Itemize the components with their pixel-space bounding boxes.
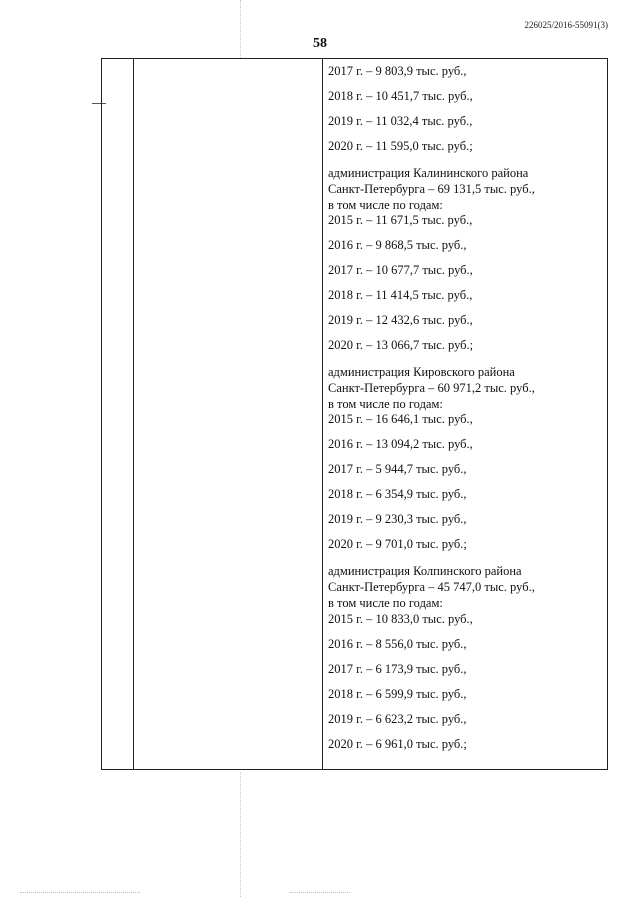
budget-table bbox=[101, 58, 608, 770]
document-id: 226025/2016-55091(3) bbox=[524, 20, 608, 30]
paragraph-line: в том числе по годам: bbox=[328, 397, 443, 411]
year-amount-line: 2017 г. – 9 803,9 тыс. руб., bbox=[328, 64, 467, 78]
year-amount-line: 2018 г. – 6 599,9 тыс. руб., bbox=[328, 687, 467, 701]
scan-artifact bbox=[290, 892, 350, 893]
year-amount-line: 2018 г. – 10 451,7 тыс. руб., bbox=[328, 89, 473, 103]
table-column-divider bbox=[133, 59, 134, 769]
paragraph-line: администрация Калининского района bbox=[328, 166, 529, 180]
year-amount-line: 2020 г. – 6 961,0 тыс. руб.; bbox=[328, 737, 467, 751]
year-amount-line: 2017 г. – 6 173,9 тыс. руб., bbox=[328, 662, 467, 676]
year-amount-line: 2020 г. – 13 066,7 тыс. руб.; bbox=[328, 338, 474, 352]
paragraph-line: администрация Колпинского района bbox=[328, 564, 522, 578]
paragraph-line: Санкт-Петербурга – 60 971,2 тыс. руб., bbox=[328, 381, 535, 395]
paragraph-line: Санкт-Петербурга – 45 747,0 тыс. руб., bbox=[328, 580, 535, 594]
paragraph-line: в том числе по годам: bbox=[328, 596, 443, 610]
administration-paragraph bbox=[328, 364, 535, 412]
year-amount-line: 2020 г. – 9 701,0 тыс. руб.; bbox=[328, 537, 467, 551]
year-amount-line: 2016 г. – 8 556,0 тыс. руб., bbox=[328, 637, 467, 651]
scan-artifact bbox=[20, 892, 140, 893]
administration-paragraph bbox=[328, 165, 535, 213]
year-amount-line: 2015 г. – 11 671,5 тыс. руб., bbox=[328, 213, 473, 227]
scan-artifact bbox=[240, 0, 241, 58]
paragraph-line: Санкт-Петербурга – 69 131,5 тыс. руб., bbox=[328, 182, 535, 196]
funding-details-cell bbox=[328, 59, 603, 769]
scan-artifact bbox=[240, 772, 241, 897]
year-amount-line: 2019 г. – 12 432,6 тыс. руб., bbox=[328, 313, 473, 327]
year-amount-line: 2019 г. – 6 623,2 тыс. руб., bbox=[328, 712, 467, 726]
table-column-divider bbox=[322, 59, 323, 769]
year-amount-line: 2020 г. – 11 595,0 тыс. руб.; bbox=[328, 139, 473, 153]
paragraph-line: администрация Кировского района bbox=[328, 365, 515, 379]
page-number: 58 bbox=[313, 36, 327, 51]
year-amount-line: 2017 г. – 10 677,7 тыс. руб., bbox=[328, 263, 473, 277]
year-amount-line: 2019 г. – 9 230,3 тыс. руб., bbox=[328, 512, 467, 526]
administration-paragraph bbox=[328, 563, 535, 611]
year-amount-line: 2016 г. – 13 094,2 тыс. руб., bbox=[328, 437, 473, 451]
year-amount-line: 2017 г. – 5 944,7 тыс. руб., bbox=[328, 462, 467, 476]
year-amount-line: 2018 г. – 6 354,9 тыс. руб., bbox=[328, 487, 467, 501]
year-amount-line: 2018 г. – 11 414,5 тыс. руб., bbox=[328, 288, 473, 302]
year-amount-line: 2016 г. – 9 868,5 тыс. руб., bbox=[328, 238, 467, 252]
paragraph-line: в том числе по годам: bbox=[328, 198, 443, 212]
year-amount-line: 2015 г. – 10 833,0 тыс. руб., bbox=[328, 612, 473, 626]
year-amount-line: 2015 г. – 16 646,1 тыс. руб., bbox=[328, 412, 473, 426]
year-amount-line: 2019 г. – 11 032,4 тыс. руб., bbox=[328, 114, 473, 128]
